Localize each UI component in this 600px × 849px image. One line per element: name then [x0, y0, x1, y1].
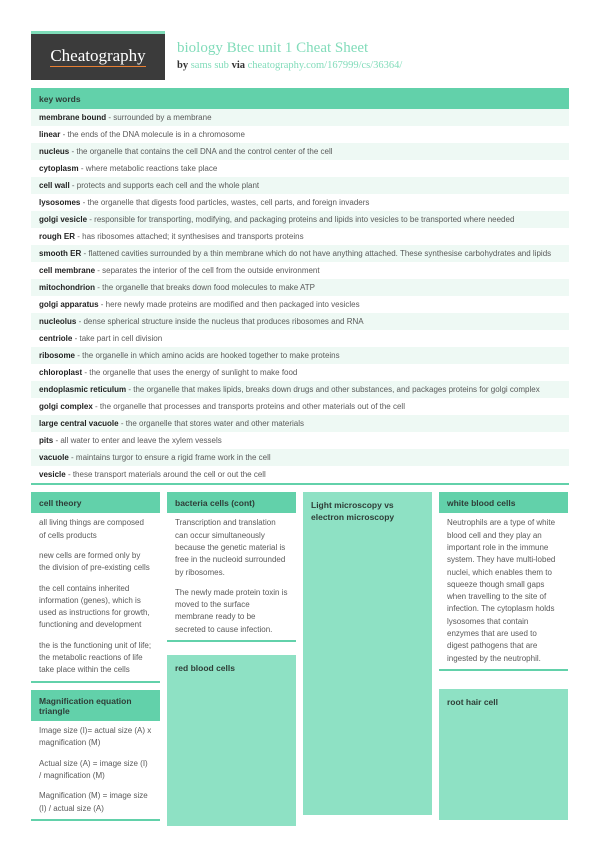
keywords-card-body: [31, 109, 569, 483]
keyword-desc: - the organelle that digests food particles, wastes, cell parts, and foreign invaders: [82, 198, 370, 208]
sheet-url-link[interactable]: cheatography.com/167999/cs/36364/: [247, 60, 403, 72]
keyword-desc: - take part in cell division: [74, 334, 163, 344]
keyword-term: golgi complex: [39, 402, 93, 412]
byline: [177, 60, 402, 71]
keyword-desc: - the organelle that contains the cell DNA and the control center of the cell: [71, 147, 333, 157]
table-row: [31, 109, 569, 126]
keyword-desc: - dense spherical structure inside the nucleus that produces ribosomes and RNA: [78, 317, 364, 327]
cell-theory-title: cell theory: [31, 492, 160, 513]
white-blood-cells-card: [439, 492, 568, 671]
keyword-desc: - the organelle that breaks down food molecules to make ATP: [97, 283, 315, 293]
keyword-term: endoplasmic reticulum: [39, 385, 127, 395]
keyword-term: cell wall: [39, 181, 70, 191]
keyword-desc: - the ends of the DNA molecule is in a chromosome: [62, 130, 245, 140]
keyword-term: cell membrane: [39, 266, 96, 276]
keyword-term: chloroplast: [39, 368, 83, 378]
keyword-term: centriole: [39, 334, 73, 344]
keyword-term: linear: [39, 130, 61, 140]
table-row: Image size (I)= actual size (A) x magnification (M): [39, 726, 152, 748]
table-row: Magnification (M) = image size (I) / actual size (A): [39, 791, 148, 813]
cheatography-logo[interactable]: [31, 31, 165, 80]
keyword-desc: - maintains turgor to ensure a rigid frame work in the cell: [71, 453, 271, 463]
magnification-title: Magnification equation triangle: [31, 690, 160, 721]
keyword-desc: - has ribosomes attached; it synthesises and transports proteins: [77, 232, 304, 242]
table-row: [31, 381, 569, 398]
table-row: [31, 449, 569, 466]
keyword-desc: - the organelle in which amino acids are hooked together to make proteins: [77, 351, 340, 361]
light-microscopy-title: Light microscopy vs electron microscopy: [311, 500, 395, 523]
table-row: [31, 279, 569, 296]
table-row: [31, 126, 569, 143]
magnification-body: [31, 721, 160, 819]
table-row: [31, 177, 569, 194]
white-blood-cells-title: white blood cells: [439, 492, 568, 513]
table-row: [31, 330, 569, 347]
root-hair-cell-title: root hair cell: [447, 696, 499, 707]
root-hair-cell-image-block: [439, 689, 568, 820]
keyword-desc: - separates the interior of the cell from the outside environment: [97, 266, 320, 276]
page-header: [31, 31, 569, 80]
by-label: by: [177, 60, 189, 72]
keyword-desc: - the organelle that stores water and other materials: [120, 419, 305, 429]
keyword-term: large central vacuole: [39, 419, 119, 429]
cell-theory-card: [31, 492, 160, 682]
red-blood-cells-image-block: [167, 655, 296, 826]
keyword-term: smooth ER: [39, 249, 82, 259]
keyword-desc: - the organelle that uses the energy of sunlight to make food: [84, 368, 298, 378]
keyword-desc: - responsible for transporting, modifying, and packaging proteins and lipids into vesicles to be transported where needed: [89, 215, 515, 225]
bacteria-cells-card: [167, 492, 296, 642]
keyword-term: golgi apparatus: [39, 300, 99, 310]
table-row: new cells are formed only by the division of pre-existing cells: [39, 550, 150, 573]
title-block: [177, 31, 402, 71]
table-row: The newly made protein toxin is moved to the surface membrane ready to be secreted to cause infection.: [175, 587, 288, 634]
keyword-desc: - here newly made proteins are modified and then packaged into vesicles: [100, 300, 360, 310]
magnification-card: [31, 690, 160, 821]
keywords-card-title: key words: [31, 88, 569, 109]
table-row: [31, 296, 569, 313]
table-row: [31, 415, 569, 432]
keyword-term: ribosome: [39, 351, 76, 361]
table-row: [31, 160, 569, 177]
keyword-term: mitochondrion: [39, 283, 95, 293]
page-title[interactable]: biology Btec unit 1 Cheat Sheet: [177, 40, 369, 56]
keyword-desc: - the organelle that makes lipids, breaks down drugs and other substances, and packages proteins for golgi complex: [128, 385, 540, 395]
bacteria-cells-title: bacteria cells (cont): [167, 492, 296, 513]
keyword-desc: - protects and supports each cell and the whole plant: [71, 181, 260, 191]
column-2: [167, 492, 296, 826]
columns-row: [31, 492, 569, 828]
content-area: [31, 31, 569, 828]
table-row: [31, 398, 569, 415]
keyword-term: vesicle: [39, 470, 66, 480]
keyword-term: lysosomes: [39, 198, 81, 208]
table-row: [31, 466, 569, 483]
keyword-desc: - flattened cavities surrounded by a thin membrane which do not have anything attached. These synthesise carbohydrates and lipids: [83, 249, 552, 259]
keyword-term: membrane bound: [39, 113, 107, 123]
column-4: [439, 492, 568, 820]
keyword-desc: - all water to enter and leave the xylem vessels: [55, 436, 222, 446]
table-row: Actual size (A) = image size (I) / magnification (M): [39, 758, 148, 780]
keyword-term: nucleus: [39, 147, 70, 157]
table-row: [31, 313, 569, 330]
light-microscopy-image-block: [303, 492, 432, 815]
keyword-term: vacuole: [39, 453, 69, 463]
keyword-desc: - surrounded by a membrane: [108, 113, 212, 123]
table-row: [31, 211, 569, 228]
table-row: [31, 228, 569, 245]
table-row: [31, 432, 569, 449]
table-row: [31, 194, 569, 211]
author-link[interactable]: sams sub: [190, 60, 229, 72]
keyword-term: nucleolus: [39, 317, 77, 327]
keywords-card: [31, 88, 569, 485]
white-blood-cells-body: [439, 513, 568, 669]
keyword-desc: - the organelle that processes and transports proteins and other materials out of the cell: [95, 402, 405, 412]
via-label: via: [231, 60, 245, 72]
table-row: [31, 262, 569, 279]
keyword-term: rough ER: [39, 232, 75, 242]
cell-theory-body: [31, 513, 160, 680]
bacteria-cells-body: [167, 513, 296, 640]
keyword-desc: - these transport materials around the cell or out the cell: [67, 470, 266, 480]
keyword-desc: - where metabolic reactions take place: [80, 164, 218, 174]
table-row: all living things are composed of cells products: [39, 518, 144, 540]
table-row: the cell contains inherited information (genes), which is used as instructions for growth, functioning and development: [39, 583, 150, 630]
keyword-term: golgi vesicle: [39, 215, 88, 225]
table-row: [31, 364, 569, 381]
table-row: Neutrophils are a type of white blood cell and they play an important role in the immune system. They have multi-lobed nuclei, which enables them to squeeze though small gaps when travelling to the site of infection. The cytoplasm holds lysosomes that contain enzymes that are used to digest pathogens that are ingested by the neutrophil.: [447, 518, 556, 663]
column-1: [31, 492, 160, 828]
table-row: [31, 347, 569, 364]
keyword-term: cytoplasm: [39, 164, 79, 174]
table-row: the is the functioning unit of life; the metabolic reactions of life take place within the cells: [39, 640, 152, 675]
column-3: [303, 492, 432, 815]
table-row: Transcription and translation can occur simultaneously because the genetic material is free in the nucleoid surrounded by ribosomes.: [175, 518, 286, 577]
table-row: [31, 245, 569, 262]
keyword-term: pits: [39, 436, 54, 446]
logo-wordmark: Cheatography: [50, 47, 145, 68]
table-row: [31, 143, 569, 160]
red-blood-cells-title: red blood cells: [175, 663, 235, 674]
